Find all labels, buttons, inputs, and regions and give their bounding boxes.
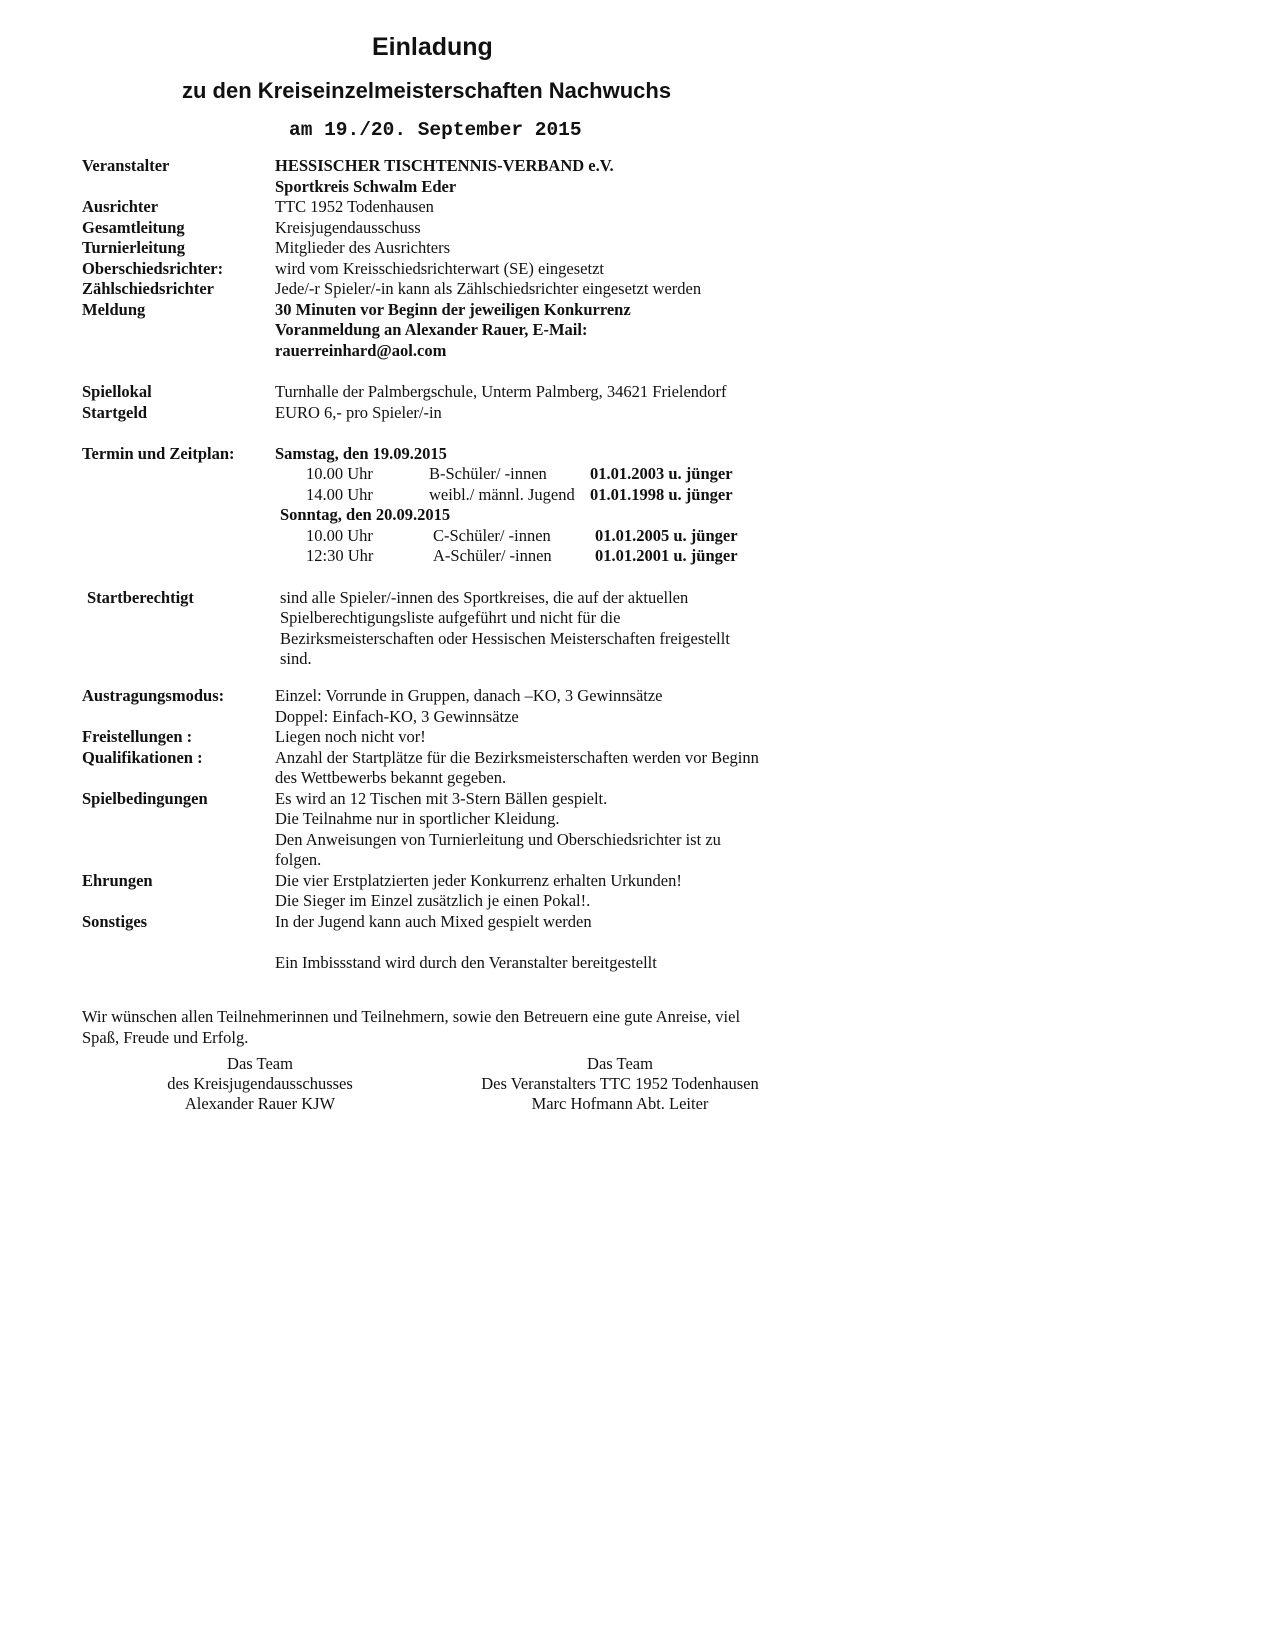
freistellungen-value: Liegen noch nicht vor! <box>275 727 426 746</box>
spielbedingungen-line-2: Die Teilnahme nur in sportlicher Kleidung. <box>275 809 560 828</box>
label-turnierleitung: Turnierleitung <box>82 238 185 257</box>
schedule-day-2: Sonntag, den 20.09.2015 <box>280 505 451 524</box>
schedule-time: 12:30 Uhr <box>306 546 374 565</box>
eligibility-line: sind alle Spieler/-innen des Sportkreises, die auf der aktuellen <box>280 588 689 607</box>
sonstiges-line-1: In der Jugend kann auch Mixed gespielt werden <box>275 912 592 931</box>
document-title: Einladung <box>372 33 493 61</box>
signature-right <box>460 1054 780 1114</box>
modus-line-1: Einzel: Vorrunde in Gruppen, danach –KO, 3 Gewinnsätze <box>275 686 663 705</box>
label-startgeld: Startgeld <box>82 403 148 422</box>
meldung-line-1: 30 Minuten vor Beginn der jeweiligen Konkurrenz <box>275 300 631 319</box>
oberschiedsrichter-value: wird vom Kreisschiedsrichterwart (SE) eingesetzt <box>275 259 604 278</box>
schedule-class: A-Schüler/ -innen <box>433 546 552 565</box>
closing-line-1: Wir wünschen allen Teilnehmerinnen und Teilnehmern, sowie den Betreuern eine gute Anreise, viel <box>82 1007 741 1026</box>
label-ausrichter: Ausrichter <box>82 197 159 216</box>
label-sonstiges: Sonstiges <box>82 912 148 931</box>
label-zaehlschiedsrichter: Zählschiedsrichter <box>82 279 214 298</box>
schedule-class: weibl./ männl. Jugend <box>429 485 575 504</box>
zaehlschiedsrichter-value: Jede/-r Spieler/-in kann als Zählschiedsrichter eingesetzt werden <box>275 279 702 298</box>
label-termin: Termin und Zeitplan: <box>82 444 235 463</box>
label-austragungsmodus: Austragungsmodus: <box>82 686 225 705</box>
schedule-class: B-Schüler/ -innen <box>429 464 547 483</box>
signature-left <box>145 1054 375 1114</box>
signature-left-line: des Kreisjugendausschusses <box>167 1074 353 1093</box>
label-meldung: Meldung <box>82 300 146 319</box>
schedule-class: C-Schüler/ -innen <box>433 526 551 545</box>
closing-line-2: Spaß, Freude und Erfolg. <box>82 1028 249 1047</box>
eligibility-line: sind. <box>280 649 312 668</box>
signature-right-line: Das Team <box>587 1054 653 1073</box>
startgeld-value: EURO 6,- pro Spieler/-in <box>275 403 442 422</box>
schedule-age: 01.01.2001 u. jünger <box>595 546 738 565</box>
schedule-age: 01.01.2005 u. jünger <box>595 526 738 545</box>
label-veranstalter: Veranstalter <box>82 156 170 175</box>
veranstalter-line-2: Sportkreis Schwalm Eder <box>275 177 457 196</box>
schedule-age: 01.01.1998 u. jünger <box>590 485 733 504</box>
schedule-day-1: Samstag, den 19.09.2015 <box>275 444 447 463</box>
signature-left-line: Das Team <box>227 1054 293 1073</box>
label-gesamtleitung: Gesamtleitung <box>82 218 185 237</box>
schedule-time: 14.00 Uhr <box>306 485 373 504</box>
label-freistellungen: Freistellungen : <box>82 727 193 746</box>
modus-line-2: Doppel: Einfach-KO, 3 Gewinnsätze <box>275 707 519 726</box>
veranstalter-line-1: HESSISCHER TISCHTENNIS-VERBAND e.V. <box>275 156 614 175</box>
label-qualifikationen: Qualifikationen : <box>82 748 203 767</box>
label-oberschiedsrichter: Oberschiedsrichter: <box>82 259 224 278</box>
label-spielbedingungen: Spielbedingungen <box>82 789 208 808</box>
spielbedingungen-line-3: Den Anweisungen von Turnierleitung und Oberschiedsrichter ist zu <box>275 830 721 849</box>
sonstiges-line-2: Ein Imbissstand wird durch den Veranstalter bereitgestellt <box>275 953 657 972</box>
label-spiellokal: Spiellokal <box>82 382 152 401</box>
spielbedingungen-line-4: folgen. <box>275 850 322 869</box>
ausrichter-value: TTC 1952 Todenhausen <box>275 197 434 216</box>
ehrungen-line-2: Die Sieger im Einzel zusätzlich je einen Pokal!. <box>275 891 591 910</box>
schedule-time: 10.00 Uhr <box>306 526 373 545</box>
qualifikationen-line-2: des Wettbewerbs bekannt gegeben. <box>275 768 507 787</box>
turnierleitung-value: Mitglieder des Ausrichters <box>275 238 451 257</box>
eligibility-line: Spielberechtigungsliste aufgeführt und nicht für die <box>280 608 621 627</box>
spielbedingungen-line-1: Es wird an 12 Tischen mit 3-Stern Bällen gespielt. <box>275 789 608 808</box>
schedule-age: 01.01.2003 u. jünger <box>590 464 733 483</box>
spiellokal-value: Turnhalle der Palmbergschule, Unterm Palmberg, 34621 Frielendorf <box>275 382 727 401</box>
ehrungen-line-1: Die vier Erstplatzierten jeder Konkurrenz erhalten Urkunden! <box>275 871 682 890</box>
event-date: am 19./20. September 2015 <box>289 119 582 141</box>
label-ehrungen: Ehrungen <box>82 871 153 890</box>
label-startberechtigt: Startberechtigt <box>87 588 194 607</box>
eligibility-line: Bezirksmeisterschaften oder Hessischen Meisterschaften freigestellt <box>280 629 730 648</box>
gesamtleitung-value: Kreisjugendausschuss <box>275 218 421 237</box>
qualifikationen-line-1: Anzahl der Startplätze für die Bezirksmeisterschaften werden vor Beginn <box>275 748 759 767</box>
signature-right-line: Des Veranstalters TTC 1952 Todenhausen <box>481 1074 759 1093</box>
schedule-time: 10.00 Uhr <box>306 464 373 483</box>
signature-left-line: Alexander Rauer KJW <box>184 1094 336 1113</box>
meldung-email: rauerreinhard@aol.com <box>275 341 447 360</box>
meldung-line-2: Voranmeldung an Alexander Rauer, E-Mail: <box>275 320 588 339</box>
document-subtitle: zu den Kreiseinzelmeisterschaften Nachwuchs <box>182 78 672 103</box>
signature-right-line: Marc Hofmann Abt. Leiter <box>531 1094 709 1113</box>
